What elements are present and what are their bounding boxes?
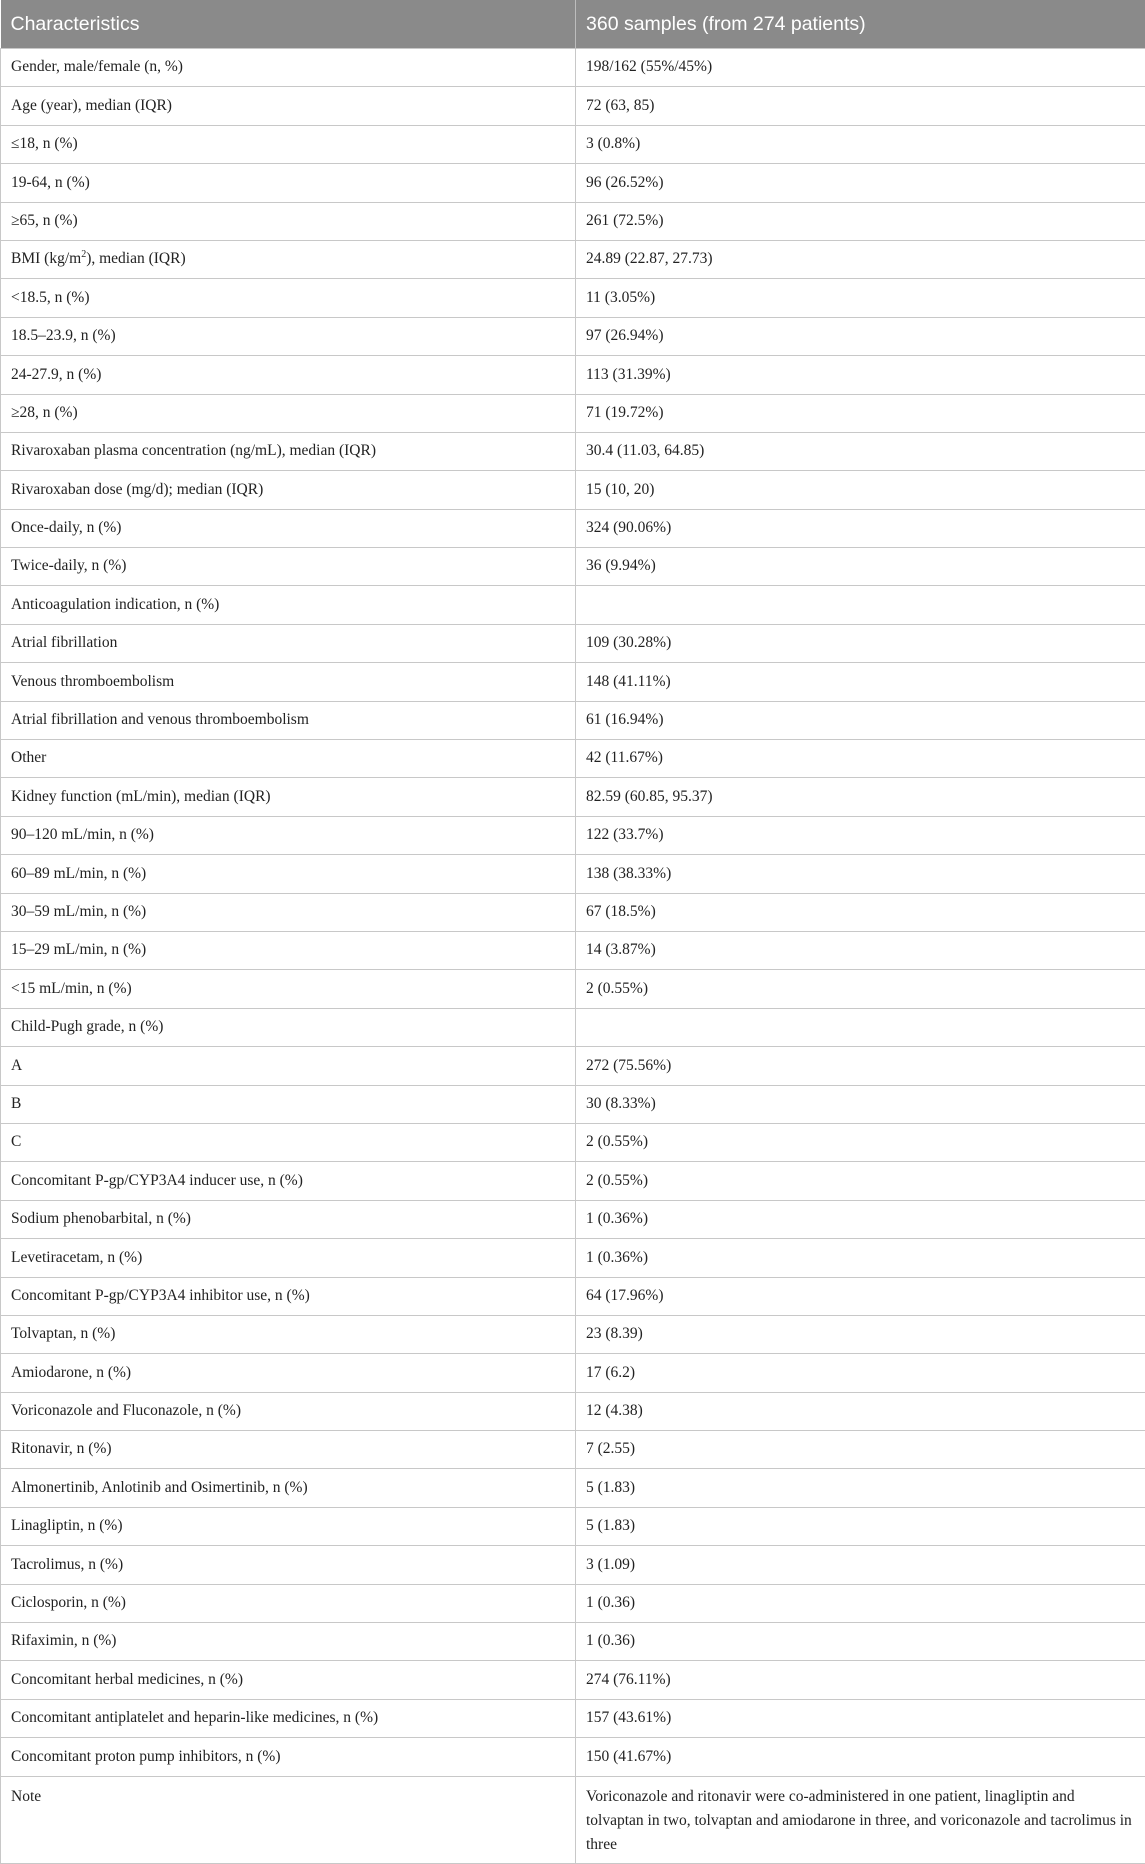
table-row xyxy=(1,240,1145,278)
row-value: 3 (1.09) xyxy=(576,1546,1145,1584)
row-value: 2 (0.55%) xyxy=(576,970,1145,1008)
table-row xyxy=(1,1546,1145,1584)
table-row xyxy=(1,663,1145,701)
row-value: 3 (0.8%) xyxy=(576,125,1145,163)
table-row xyxy=(1,778,1145,816)
row-label: Gender, male/female (n, %) xyxy=(1,49,576,87)
row-value: 7 (2.55) xyxy=(576,1431,1145,1469)
row-value: 157 (43.61%) xyxy=(576,1699,1145,1737)
table-row xyxy=(1,49,1145,87)
row-label: ≥65, n (%) xyxy=(1,202,576,240)
row-label: Atrial fibrillation and venous thromboembolism xyxy=(1,701,576,739)
table-row xyxy=(1,394,1145,432)
table-row xyxy=(1,931,1145,969)
table-row xyxy=(1,202,1145,240)
row-value: 23 (8.39) xyxy=(576,1315,1145,1353)
table-row xyxy=(1,1738,1145,1776)
table-row xyxy=(1,816,1145,854)
row-label: Ritonavir, n (%) xyxy=(1,1431,576,1469)
row-label: Concomitant herbal medicines, n (%) xyxy=(1,1661,576,1699)
table-row xyxy=(1,1047,1145,1085)
table-body xyxy=(1,49,1145,1864)
row-label: Atrial fibrillation xyxy=(1,624,576,662)
table-row xyxy=(1,970,1145,1008)
row-label: ≤18, n (%) xyxy=(1,125,576,163)
row-value: 1 (0.36%) xyxy=(576,1200,1145,1238)
row-label: 60–89 mL/min, n (%) xyxy=(1,855,576,893)
row-value: 82.59 (60.85, 95.37) xyxy=(576,778,1145,816)
row-label: Tacrolimus, n (%) xyxy=(1,1546,576,1584)
table-row xyxy=(1,1699,1145,1737)
table-header-row xyxy=(1,0,1145,49)
table-row xyxy=(1,1085,1145,1123)
table-row xyxy=(1,87,1145,125)
row-label: Child-Pugh grade, n (%) xyxy=(1,1008,576,1046)
table-row xyxy=(1,740,1145,778)
row-value: 138 (38.33%) xyxy=(576,855,1145,893)
row-value: 109 (30.28%) xyxy=(576,624,1145,662)
row-value: 2 (0.55%) xyxy=(576,1123,1145,1161)
row-value: 1 (0.36%) xyxy=(576,1239,1145,1277)
row-label: Amiodarone, n (%) xyxy=(1,1354,576,1392)
row-label: ≥28, n (%) xyxy=(1,394,576,432)
row-value: 72 (63, 85) xyxy=(576,87,1145,125)
row-value: 15 (10, 20) xyxy=(576,471,1145,509)
row-label: 19-64, n (%) xyxy=(1,164,576,202)
row-value xyxy=(576,1008,1145,1046)
row-label: BMI $(kg/m^2)$, median (IQR) xyxy=(1,240,576,278)
row-value: 5 (1.83) xyxy=(576,1507,1145,1545)
row-label: Concomitant P-gp/CYP3A4 inhibitor use, n (%) xyxy=(1,1277,576,1315)
row-label: Levetiracetam, n (%) xyxy=(1,1239,576,1277)
table-row xyxy=(1,125,1145,163)
row-label: 24-27.9, n (%) xyxy=(1,356,576,394)
table-row xyxy=(1,279,1145,317)
table-row xyxy=(1,432,1145,470)
row-label: Once-daily, n (%) xyxy=(1,509,576,547)
row-label: 15–29 mL/min, n (%) xyxy=(1,931,576,969)
note-row xyxy=(1,1776,1145,1863)
table-row xyxy=(1,1200,1145,1238)
table-row xyxy=(1,701,1145,739)
row-value: 97 (26.94%) xyxy=(576,317,1145,355)
table-row xyxy=(1,509,1145,547)
row-value: 24.89 (22.87, 27.73) xyxy=(576,240,1145,278)
row-label: Kidney function (mL/min), median (IQR) xyxy=(1,778,576,816)
row-value: 324 (90.06%) xyxy=(576,509,1145,547)
table-row xyxy=(1,855,1145,893)
row-label: Concomitant antiplatelet and heparin-like medicines, n (%) xyxy=(1,1699,576,1737)
row-label: 18.5–23.9, n (%) xyxy=(1,317,576,355)
row-label: Age (year), median (IQR) xyxy=(1,87,576,125)
row-label: Linagliptin, n (%) xyxy=(1,1507,576,1545)
row-value: 5 (1.83) xyxy=(576,1469,1145,1507)
table-row xyxy=(1,1008,1145,1046)
row-value: 36 (9.94%) xyxy=(576,548,1145,586)
column-header-samples: 360 samples (from 274 patients) xyxy=(576,0,1145,49)
row-value: 64 (17.96%) xyxy=(576,1277,1145,1315)
table-row xyxy=(1,356,1145,394)
table-row xyxy=(1,1392,1145,1430)
table-row xyxy=(1,548,1145,586)
table-row xyxy=(1,1661,1145,1699)
table-row xyxy=(1,164,1145,202)
note-text: Voriconazole and ritonavir were co-administered in one patient, linagliptin and tolvaptan in two, tolvaptan and amiodarone in three, and voriconazole and tacrolimus in three xyxy=(576,1776,1145,1863)
row-label: Almonertinib, Anlotinib and Osimertinib, n (%) xyxy=(1,1469,576,1507)
row-value: 61 (16.94%) xyxy=(576,701,1145,739)
table-row xyxy=(1,1315,1145,1353)
row-label: Tolvaptan, n (%) xyxy=(1,1315,576,1353)
row-label: 30–59 mL/min, n (%) xyxy=(1,893,576,931)
row-value: 261 (72.5%) xyxy=(576,202,1145,240)
row-label: Other xyxy=(1,740,576,778)
table-row xyxy=(1,624,1145,662)
row-value: 272 (75.56%) xyxy=(576,1047,1145,1085)
row-value: 148 (41.11%) xyxy=(576,663,1145,701)
table-row xyxy=(1,1239,1145,1277)
row-value xyxy=(576,586,1145,624)
row-label: Anticoagulation indication, n (%) xyxy=(1,586,576,624)
row-label: <15 mL/min, n (%) xyxy=(1,970,576,1008)
table-row xyxy=(1,1584,1145,1622)
column-header-characteristics: Characteristics xyxy=(1,0,576,49)
row-value: 1 (0.36) xyxy=(576,1623,1145,1661)
row-value: 17 (6.2) xyxy=(576,1354,1145,1392)
row-label: A xyxy=(1,1047,576,1085)
row-label: Concomitant P-gp/CYP3A4 inducer use, n (%) xyxy=(1,1162,576,1200)
table-row xyxy=(1,1507,1145,1545)
row-value: 113 (31.39%) xyxy=(576,356,1145,394)
row-label: Sodium phenobarbital, n (%) xyxy=(1,1200,576,1238)
note-label: Note xyxy=(1,1776,576,1863)
row-label: Rivaroxaban dose (mg/d); median (IQR) xyxy=(1,471,576,509)
row-label: B xyxy=(1,1085,576,1123)
row-value: 11 (3.05%) xyxy=(576,279,1145,317)
row-value: 198/162 (55%/45%) xyxy=(576,49,1145,87)
row-value: 30.4 (11.03, 64.85) xyxy=(576,432,1145,470)
row-value: 67 (18.5%) xyxy=(576,893,1145,931)
table-row xyxy=(1,893,1145,931)
row-label: <18.5, n (%) xyxy=(1,279,576,317)
table-row xyxy=(1,317,1145,355)
row-value: 14 (3.87%) xyxy=(576,931,1145,969)
row-value: 2 (0.55%) xyxy=(576,1162,1145,1200)
table-row xyxy=(1,1123,1145,1161)
row-label: Venous thromboembolism xyxy=(1,663,576,701)
table-row xyxy=(1,586,1145,624)
row-value: 71 (19.72%) xyxy=(576,394,1145,432)
table-row xyxy=(1,1277,1145,1315)
table-row xyxy=(1,1469,1145,1507)
table-row xyxy=(1,1623,1145,1661)
row-label: Concomitant proton pump inhibitors, n (%) xyxy=(1,1738,576,1776)
row-value: 122 (33.7%) xyxy=(576,816,1145,854)
row-label: Voriconazole and Fluconazole, n (%) xyxy=(1,1392,576,1430)
row-label: C xyxy=(1,1123,576,1161)
row-value: 1 (0.36) xyxy=(576,1584,1145,1622)
row-label: 90–120 mL/min, n (%) xyxy=(1,816,576,854)
row-value: 150 (41.67%) xyxy=(576,1738,1145,1776)
row-label: Twice-daily, n (%) xyxy=(1,548,576,586)
table-row xyxy=(1,471,1145,509)
row-label: Ciclosporin, n (%) xyxy=(1,1584,576,1622)
row-label: Rivaroxaban plasma concentration (ng/mL), median (IQR) xyxy=(1,432,576,470)
table-row xyxy=(1,1354,1145,1392)
row-value: 96 (26.52%) xyxy=(576,164,1145,202)
table-row xyxy=(1,1431,1145,1469)
row-value: 274 (76.11%) xyxy=(576,1661,1145,1699)
row-value: 12 (4.38) xyxy=(576,1392,1145,1430)
row-value: 30 (8.33%) xyxy=(576,1085,1145,1123)
superscript-2: 2 xyxy=(81,249,86,260)
row-label: Rifaximin, n (%) xyxy=(1,1623,576,1661)
row-value: 42 (11.67%) xyxy=(576,740,1145,778)
table-row xyxy=(1,1162,1145,1200)
